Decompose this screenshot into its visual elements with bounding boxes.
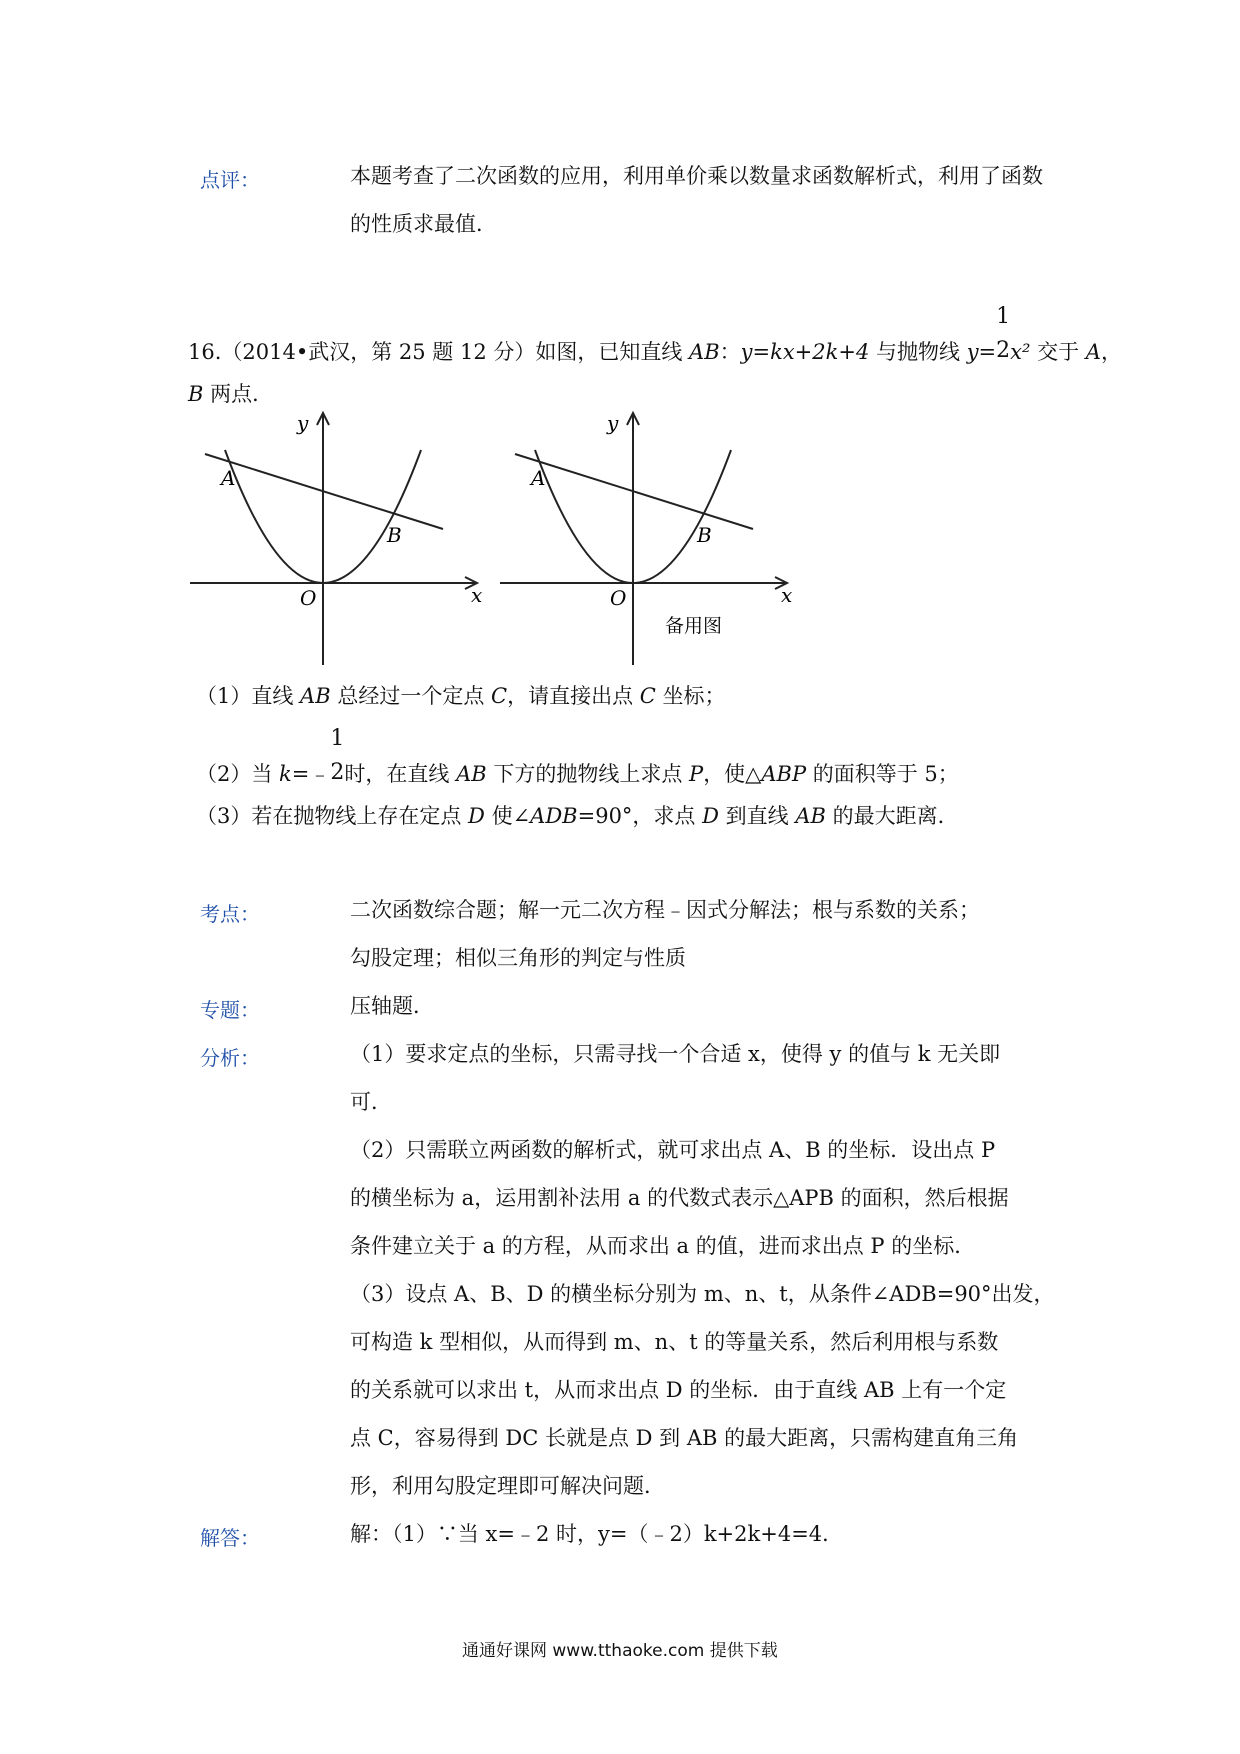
fraction-one-half: 1 2 (330, 726, 345, 785)
fenxi-line-1: （1）要求定点的坐标，只需寻找一个合适 x，使得 y 的值与 k 无关即 (350, 1042, 1001, 1066)
figure-2 (495, 410, 795, 670)
x-label: x (781, 583, 793, 607)
fenxi-line-4: 的横坐标为 a，运用割补法用 a 的代数式表示△APB 的面积，然后根据 (350, 1186, 1009, 1210)
part-1: （1）直线 AB 总经过一个定点 C，请直接出点 C 坐标； (196, 684, 726, 708)
part-3: （3）若在抛物线上存在定点 D 使∠ADB=90°，求点 D 到直线 AB 的最大距离． (196, 804, 959, 828)
review-label: 点评： (200, 168, 260, 192)
kaodian-line-1: 二次函数综合题；解一元二次方程﹣因式分解法；根与系数的关系； (350, 898, 980, 922)
fenxi-line-10: 形，利用勾股定理即可解决问题． (350, 1474, 665, 1498)
zhuanti-text: 压轴题． (350, 994, 434, 1018)
point-b-label: B (387, 523, 402, 547)
origin-label: O (300, 586, 317, 610)
part-2: （2）当 k=﹣ 1 2 时，在直线 AB 下方的抛物线上求点 P，使△ABP 的面积等于 5； (196, 726, 959, 786)
kaodian-line-2: 勾股定理；相似三角形的判定与性质 (350, 946, 686, 970)
point-a-label: A (531, 466, 546, 490)
fenxi-line-9: 点 C，容易得到 DC 长就是点 D 到 AB 的最大距离，只需构建直角三角 (350, 1426, 1019, 1450)
fenxi-line-3: （2）只需联立两函数的解析式，就可求出点 A、B 的坐标．设出点 P (350, 1138, 996, 1162)
origin-label: O (610, 586, 627, 610)
fraction-one-half: 1 2 (996, 304, 1011, 363)
y-label: y (297, 411, 309, 435)
fenxi-label: 分析： (200, 1046, 260, 1070)
review-line-1: 本题考查了二次函数的应用，利用单价乘以数量求函数解析式，利用了函数 (350, 164, 1043, 188)
question-line-1: 16.（2014•武汉，第 25 题 12 分）如图，已知直线 AB：y=kx+2k+4 与抛物线 y= 1 2 x² 交于 A， (188, 304, 1122, 364)
fenxi-line-6: （3）设点 A、B、D 的横坐标分别为 m、n、t，从条件∠ADB=90°出发， (350, 1282, 1055, 1306)
figure-1 (185, 410, 485, 670)
fenxi-line-7: 可构造 k 型相似，从而得到 m、n、t 的等量关系，然后利用根与系数 (350, 1330, 999, 1354)
footer-text: 通通好课网 www.tthaoke.com 提供下载 (462, 1641, 778, 1661)
kaodian-label: 考点： (200, 902, 260, 926)
figure-caption: 备用图 (665, 615, 723, 637)
question-line-2: B 两点． (188, 382, 274, 406)
fenxi-line-8: 的关系就可以求出 t，从而求出点 D 的坐标．由于直线 AB 上有一个定 (350, 1378, 1007, 1402)
fenxi-line-2: 可． (350, 1090, 392, 1114)
jieda-label: 解答： (200, 1526, 260, 1550)
jieda-text: 解：（1）∵当 x=﹣2 时，y=（﹣2）k+2k+4=4． (350, 1522, 844, 1546)
review-line-2: 的性质求最值． (350, 212, 497, 236)
fenxi-line-5: 条件建立关于 a 的方程，从而求出 a 的值，进而求出点 P 的坐标． (350, 1234, 976, 1258)
zhuanti-label: 专题： (200, 998, 260, 1022)
point-b-label: B (697, 523, 712, 547)
y-label: y (607, 411, 619, 435)
point-a-label: A (221, 466, 236, 490)
x-label: x (471, 583, 483, 607)
